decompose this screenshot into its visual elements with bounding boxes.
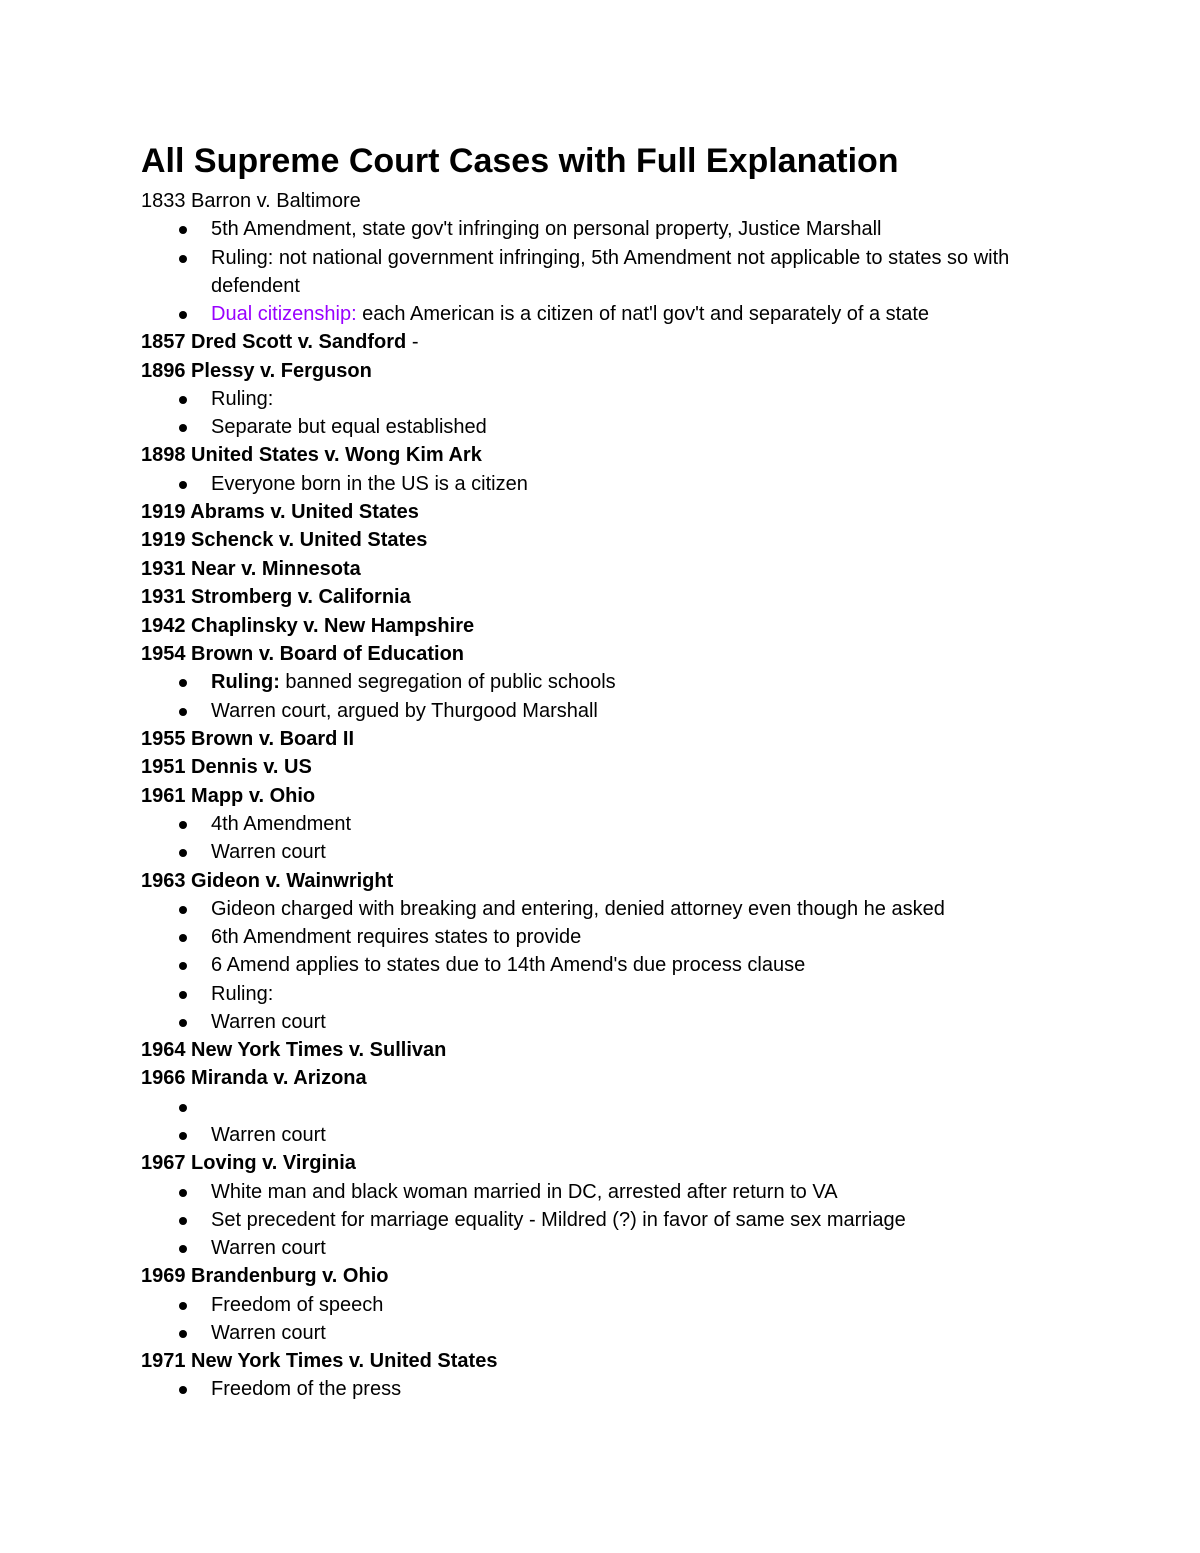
bullet-text: 6th Amendment requires states to provide: [211, 926, 582, 949]
bullet-lead: Ruling:: [211, 671, 280, 694]
list-item: [141, 1319, 1061, 1347]
bullet-dot-icon: [179, 708, 187, 716]
list-item: [141, 413, 1061, 441]
document-page: [141, 141, 1061, 1404]
list-item: [141, 385, 1061, 413]
bullet-text: banned segregation of public schools: [279, 671, 616, 694]
case-title: 1833 Barron v. Baltimore: [141, 190, 361, 212]
bullet-dot-icon: [179, 991, 187, 999]
bullet-dot-icon: [179, 849, 187, 857]
bullet-text: Warren court: [211, 1321, 326, 1344]
bullet-dot-icon: [179, 424, 187, 432]
case-title: 1971 New York Times v. United States: [141, 1349, 498, 1372]
bullet-text: Warren court: [211, 1236, 326, 1259]
bullet-dot-icon: [179, 1132, 187, 1140]
case-title: 1857 Dred Scott v. Sandford: [141, 331, 407, 354]
list-item: [141, 951, 1061, 979]
bullet-dot-icon: [179, 906, 187, 914]
bullet-dot-icon: [179, 962, 187, 970]
bullet-dot-icon: [179, 1217, 187, 1225]
document-title: All Supreme Court Cases with Full Explanation: [141, 142, 899, 180]
case-heading: [141, 1347, 1061, 1375]
bullet-dot-icon: [179, 1330, 187, 1338]
bullet-list: [141, 895, 1061, 1036]
case-heading: [141, 357, 1061, 385]
case-heading: [141, 612, 1061, 640]
bullet-dot-icon: [179, 934, 187, 942]
bullet-list: [141, 215, 1061, 328]
case-heading: [141, 1149, 1061, 1177]
highlighted-term: Dual citizenship:: [211, 303, 357, 326]
case-title: 1919 Schenck v. United States: [141, 529, 428, 552]
case-title: 1967 Loving v. Virginia: [141, 1152, 356, 1175]
bullet-text: Everyone born in the US is a citizen: [211, 472, 528, 495]
bullet-dot-icon: [179, 1189, 187, 1197]
list-item: [141, 1178, 1061, 1206]
case-heading: [141, 583, 1061, 611]
list-item: [141, 215, 1061, 243]
list-item: [141, 1375, 1061, 1403]
bullet-list: [141, 1178, 1061, 1263]
case-title: 1954 Brown v. Board of Education: [141, 643, 465, 666]
case-title: 1969 Brandenburg v. Ohio: [141, 1265, 389, 1288]
bullet-text: Set precedent for marriage equality - Mildred (?) in favor of same sex marriage: [211, 1208, 906, 1231]
bullet-list: [141, 1291, 1061, 1347]
list-item: [141, 1008, 1061, 1036]
list-item: [141, 697, 1061, 725]
list-item: [141, 300, 1061, 328]
list-item: [141, 895, 1061, 923]
case-title: 1961 Mapp v. Ohio: [141, 784, 316, 807]
bullet-text: Freedom of speech: [211, 1293, 384, 1316]
bullet-list: [141, 470, 1061, 498]
case-heading: [141, 498, 1061, 526]
case-title: 1896 Plessy v. Ferguson: [141, 359, 372, 382]
case-heading: [141, 640, 1061, 668]
list-item: [141, 668, 1061, 696]
bullet-text: Warren court: [211, 841, 326, 864]
bullet-list: [141, 810, 1061, 866]
bullet-list: [141, 668, 1061, 724]
case-title-suffix: -: [406, 331, 419, 354]
bullet-dot-icon: [179, 481, 187, 489]
bullet-dot-icon: [179, 1019, 187, 1027]
case-list: [141, 187, 1061, 1404]
case-title: 1931 Near v. Minnesota: [141, 557, 361, 580]
bullet-text: Ruling:: [211, 388, 274, 411]
list-item: [141, 1093, 1061, 1121]
bullet-dot-icon: [179, 679, 187, 687]
case-title: 1919 Abrams v. United States: [141, 501, 419, 524]
bullet-list: [141, 1093, 1061, 1149]
list-item: [141, 1291, 1061, 1319]
case-title: 1951 Dennis v. US: [141, 756, 312, 779]
list-item: [141, 244, 1061, 300]
bullet-list: [141, 385, 1061, 441]
case-title: 1942 Chaplinsky v. New Hampshire: [141, 614, 475, 637]
case-title: 1898 United States v. Wong Kim Ark: [141, 444, 482, 467]
case-heading: [141, 753, 1061, 781]
bullet-text: Warren court, argued by Thurgood Marshall: [211, 699, 598, 722]
bullet-text: 6 Amend applies to states due to 14th Amend's due process clause: [211, 954, 806, 977]
list-item: [141, 1234, 1061, 1262]
bullet-text: Warren court: [211, 1010, 326, 1033]
bullet-text: Ruling:: [211, 982, 274, 1005]
list-item: [141, 1121, 1061, 1149]
bullet-dot-icon: [179, 396, 187, 404]
case-title: 1931 Stromberg v. California: [141, 586, 411, 609]
bullet-dot-icon: [179, 311, 187, 319]
bullet-dot-icon: [179, 1245, 187, 1253]
bullet-list: [141, 1375, 1061, 1403]
list-item: [141, 1206, 1061, 1234]
bullet-dot-icon: [179, 1302, 187, 1310]
bullet-dot-icon: [179, 226, 187, 234]
case-heading: [141, 1262, 1061, 1290]
bullet-dot-icon: [179, 821, 187, 829]
case-heading: [141, 526, 1061, 554]
case-heading: [141, 441, 1061, 469]
bullet-text: Freedom of the press: [211, 1378, 402, 1401]
list-item: [141, 923, 1061, 951]
bullet-text: Gideon charged with breaking and entering, denied attorney even though he asked: [211, 897, 945, 920]
bullet-text: Separate but equal established: [211, 416, 487, 439]
bullet-text: Ruling: not national government infringing, 5th Amendment not applicable to states so with defendent: [211, 246, 1010, 297]
bullet-dot-icon: [179, 1104, 187, 1112]
case-heading: [141, 1064, 1061, 1092]
case-heading: [141, 782, 1061, 810]
bullet-text: White man and black woman married in DC, arrested after return to VA: [211, 1180, 838, 1203]
case-heading: [141, 555, 1061, 583]
case-heading: [141, 725, 1061, 753]
list-item: [141, 470, 1061, 498]
case-heading: [141, 328, 1061, 356]
case-title: 1964 New York Times v. Sullivan: [141, 1038, 447, 1061]
case-title: 1963 Gideon v. Wainwright: [141, 869, 394, 892]
case-title: 1966 Miranda v. Arizona: [141, 1067, 367, 1090]
bullet-text: each American is a citizen of nat'l gov't and separately of a state: [356, 303, 930, 326]
case-heading: [141, 867, 1061, 895]
case-heading: [141, 1036, 1061, 1064]
bullet-dot-icon: [179, 255, 187, 263]
bullet-dot-icon: [179, 1386, 187, 1394]
case-title: 1955 Brown v. Board II: [141, 727, 355, 750]
list-item: [141, 838, 1061, 866]
bullet-text: 4th Amendment: [211, 813, 352, 836]
list-item: [141, 810, 1061, 838]
case-heading: [141, 187, 1061, 215]
list-item: [141, 980, 1061, 1008]
bullet-text: 5th Amendment, state gov't infringing on personal property, Justice Marshall: [211, 218, 882, 241]
bullet-text: Warren court: [211, 1123, 326, 1146]
